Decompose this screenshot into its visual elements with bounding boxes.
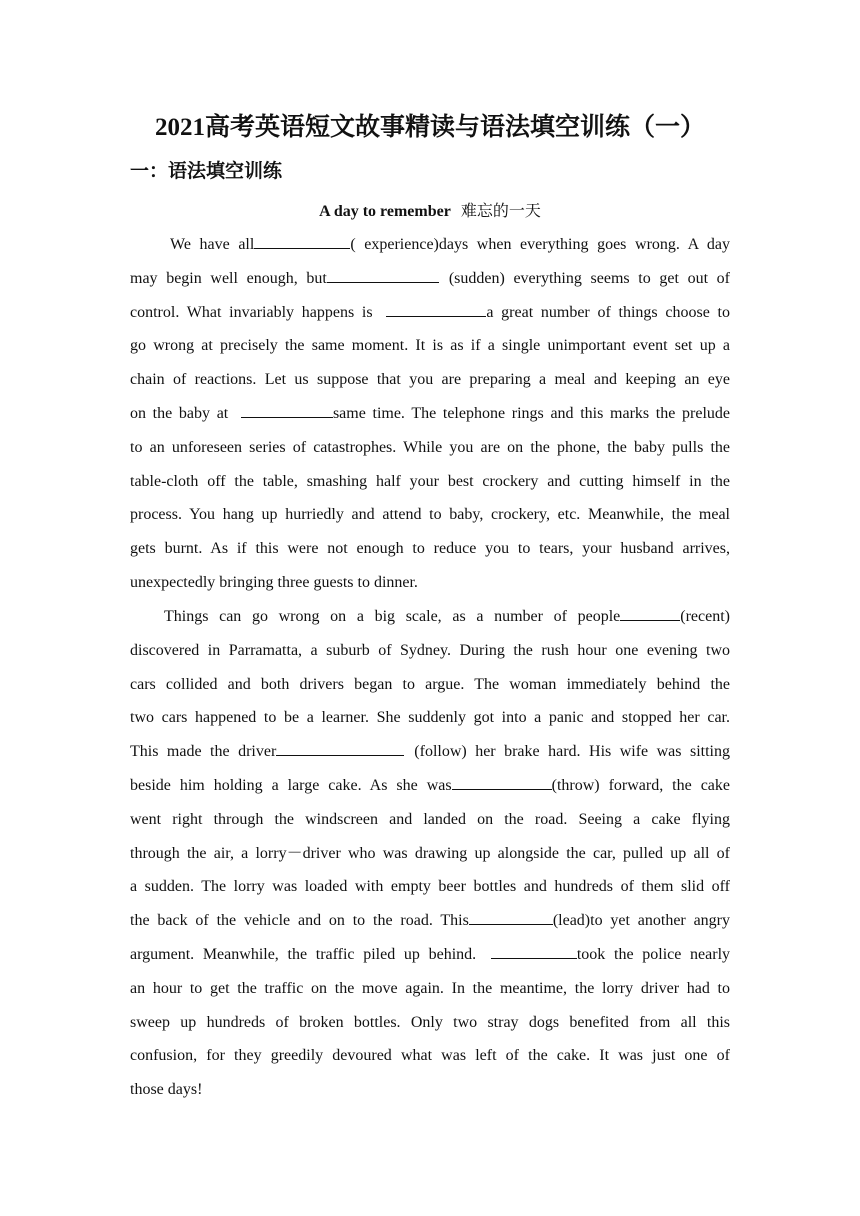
text-line: on the baby at same time. The telephone rings and this marks the prelude [130, 404, 731, 422]
section-heading: 一：语法填空训练 [130, 161, 283, 182]
text-line: those days! [130, 1081, 203, 1099]
text-line: two cars happened to be a learner. She suddenly got into a panic and stopped her car. [130, 709, 730, 727]
text-line: unexpectedly bringing three guests to dinner. [130, 573, 418, 591]
text-line: We have all ( experience)days when everything goes wrong. A day [170, 236, 730, 253]
passage-title-cn: 难忘的一天 [460, 203, 541, 220]
paragraph-1 [130, 228, 730, 600]
text-line: an hour to get the traffic on the move again. In the meantime, the lorry driver had to [130, 979, 730, 997]
text-line: This made the driver (follow) her brake hard. His wife was sitting [130, 743, 730, 761]
blank-9 [491, 944, 577, 959]
text-line: control. What invariably happens is a great number of things choose to [130, 303, 730, 321]
text-line: go wrong at precisely the same moment. It is as if a single unimportant event set up a [130, 337, 730, 355]
text-line: table-cloth off the table, smashing half your best crockery and cutting himself in the [130, 472, 730, 490]
text-line: Things can go wrong on a big scale, as a number of people (recent) [164, 608, 730, 625]
blank-2 [327, 268, 439, 283]
page-title: 2021高考英语短文故事精读与语法填空训练（一） [154, 114, 705, 141]
blank-7 [452, 775, 552, 790]
text-line: discovered in Parramatta, a suburb of Sydney. During the rush hour one evening two [130, 641, 730, 659]
text-line: may begin well enough, but (sudden) everything seems to get out of [130, 269, 731, 287]
text-line: beside him holding a large cake. As she was (throw) forward, the cake [130, 776, 730, 794]
blank-3 [386, 302, 486, 317]
text-line: went right through the windscreen and landed on the road. Seeing a cake flying [130, 810, 730, 828]
blank-8 [469, 910, 553, 925]
blank-4 [241, 403, 333, 418]
paragraph-2 [130, 600, 730, 1107]
text-line: through the air, a lorry－driver who was drawing up alongside the car, pulled up all of [130, 844, 730, 862]
text-line: sweep up hundreds of broken bottles. Only two stray dogs benefited from all this [130, 1013, 730, 1031]
text-line: confusion, for they greedily devoured what was left of the cake. It was just one of [130, 1047, 730, 1065]
text-line: to an unforeseen series of catastrophes. While you are on the phone, the baby pulls the [130, 438, 730, 456]
blank-5 [620, 606, 680, 621]
blank-1 [254, 234, 350, 249]
passage-title-en: A day to remember [319, 203, 451, 220]
text-line: argument. Meanwhile, the traffic piled up behind. took the police nearly [130, 945, 731, 963]
passage-title [0, 200, 860, 224]
blank-6 [276, 741, 404, 756]
text-line: process. You hang up hurriedly and attend to baby, crockery, etc. Meanwhile, the meal [130, 506, 730, 524]
text-line: chain of reactions. Let us suppose that you are preparing a meal and keeping an eye [130, 371, 730, 389]
text-line: a sudden. The lorry was loaded with empty beer bottles and hundreds of them slid off [130, 878, 730, 896]
text-line: gets burnt. As if this were not enough to reduce you to tears, your husband arrives, [130, 540, 730, 558]
text-line: cars collided and both drivers began to argue. The woman immediately behind the [130, 675, 730, 693]
text-line: the back of the vehicle and on to the road. This (lead)to yet another angry [130, 912, 731, 930]
